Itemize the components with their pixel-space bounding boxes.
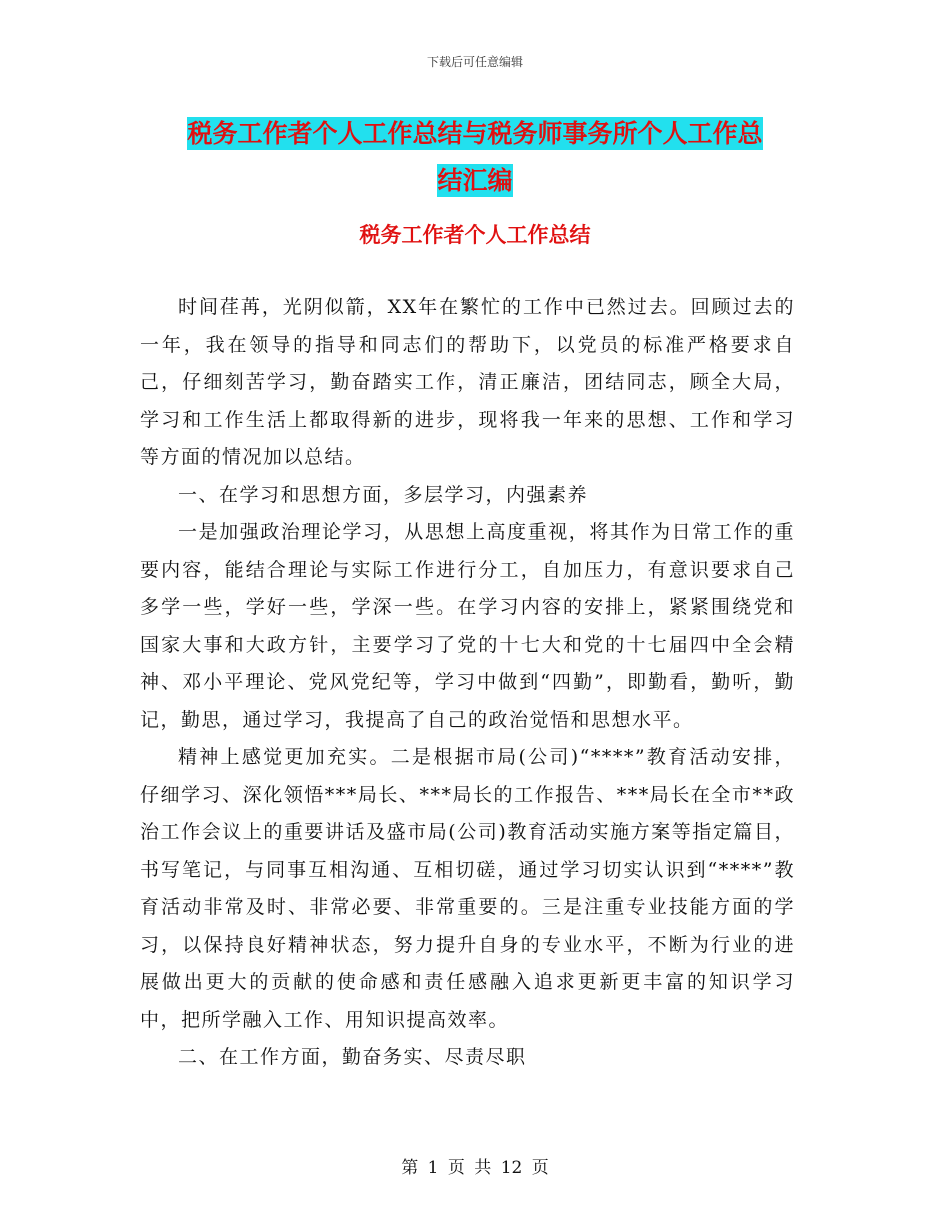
header-note: 下载后可任意编辑 bbox=[426, 55, 523, 69]
paragraph-heading: 一、在学习和思想方面，多层学习，内强素养 bbox=[178, 483, 589, 506]
paragraph-heading: 二、在工作方面，勤奋务实、尽责尽职 bbox=[178, 1046, 527, 1068]
document-title-line-2: 结汇编 bbox=[437, 166, 513, 195]
document-title-line-1: 税务工作者个人工作总结与税务师事务所个人工作总 bbox=[187, 119, 763, 148]
section-title: 税务工作者个人工作总结 bbox=[359, 223, 591, 247]
document-body bbox=[140, 289, 795, 1077]
document-title bbox=[0, 110, 950, 204]
paragraph: 精神上感觉更加充实。二是根据市局(公司)“****”教育活动安排，仔细学习、深化领悟***局长、***局长的工作报告、***局长在全市**政治工作会议上的重要讲话及盛市局(公司)教育活动实施方案等指定篇目，书写笔记，与同事互相沟通、互相切磋，通过学习切实认识到“****”教育活动非常及时、非常必要、非常重要的。三是注重专业技能方面的学习，以保持良好精神状态，努力提升自身的专业水平，不断为行业的进展做出更大的贡献的使命感和责任感融入追求更新更丰富的知识学习中，把所学融入工作、用知识提高效率。 bbox=[140, 746, 795, 1031]
page-number-footer: 第 1 页 共 12 页 bbox=[401, 1158, 549, 1178]
paragraph: 一是加强政治理论学习，从思想上高度重视，将其作为日常工作的重要内容，能结合理论与实际工作进行分工，自加压力，有意识要求自己多学一些，学好一些，学深一些。在学习内容的安排上，紧紧围绕党和国家大事和大政方针，主要学习了党的十七大和党的十七届四中全会精神、邓小平理论、党风党纪等，学习中做到“四勤”，即勤看，勤听，勤记，勤思，通过学习，我提高了自己的政治觉悟和思想水平。 bbox=[140, 521, 795, 731]
paragraph: 时间荏苒，光阴似箭，XX年在繁忙的工作中已然过去。回顾过去的一年，我在领导的指导和同志们的帮助下，以党员的标准严格要求自己，仔细刻苦学习，勤奋踏实工作，清正廉洁，团结同志，顾全大局，学习和工作生活上都取得新的进步，现将我一年来的思想、工作和学习等方面的情况加以总结。 bbox=[140, 296, 795, 468]
